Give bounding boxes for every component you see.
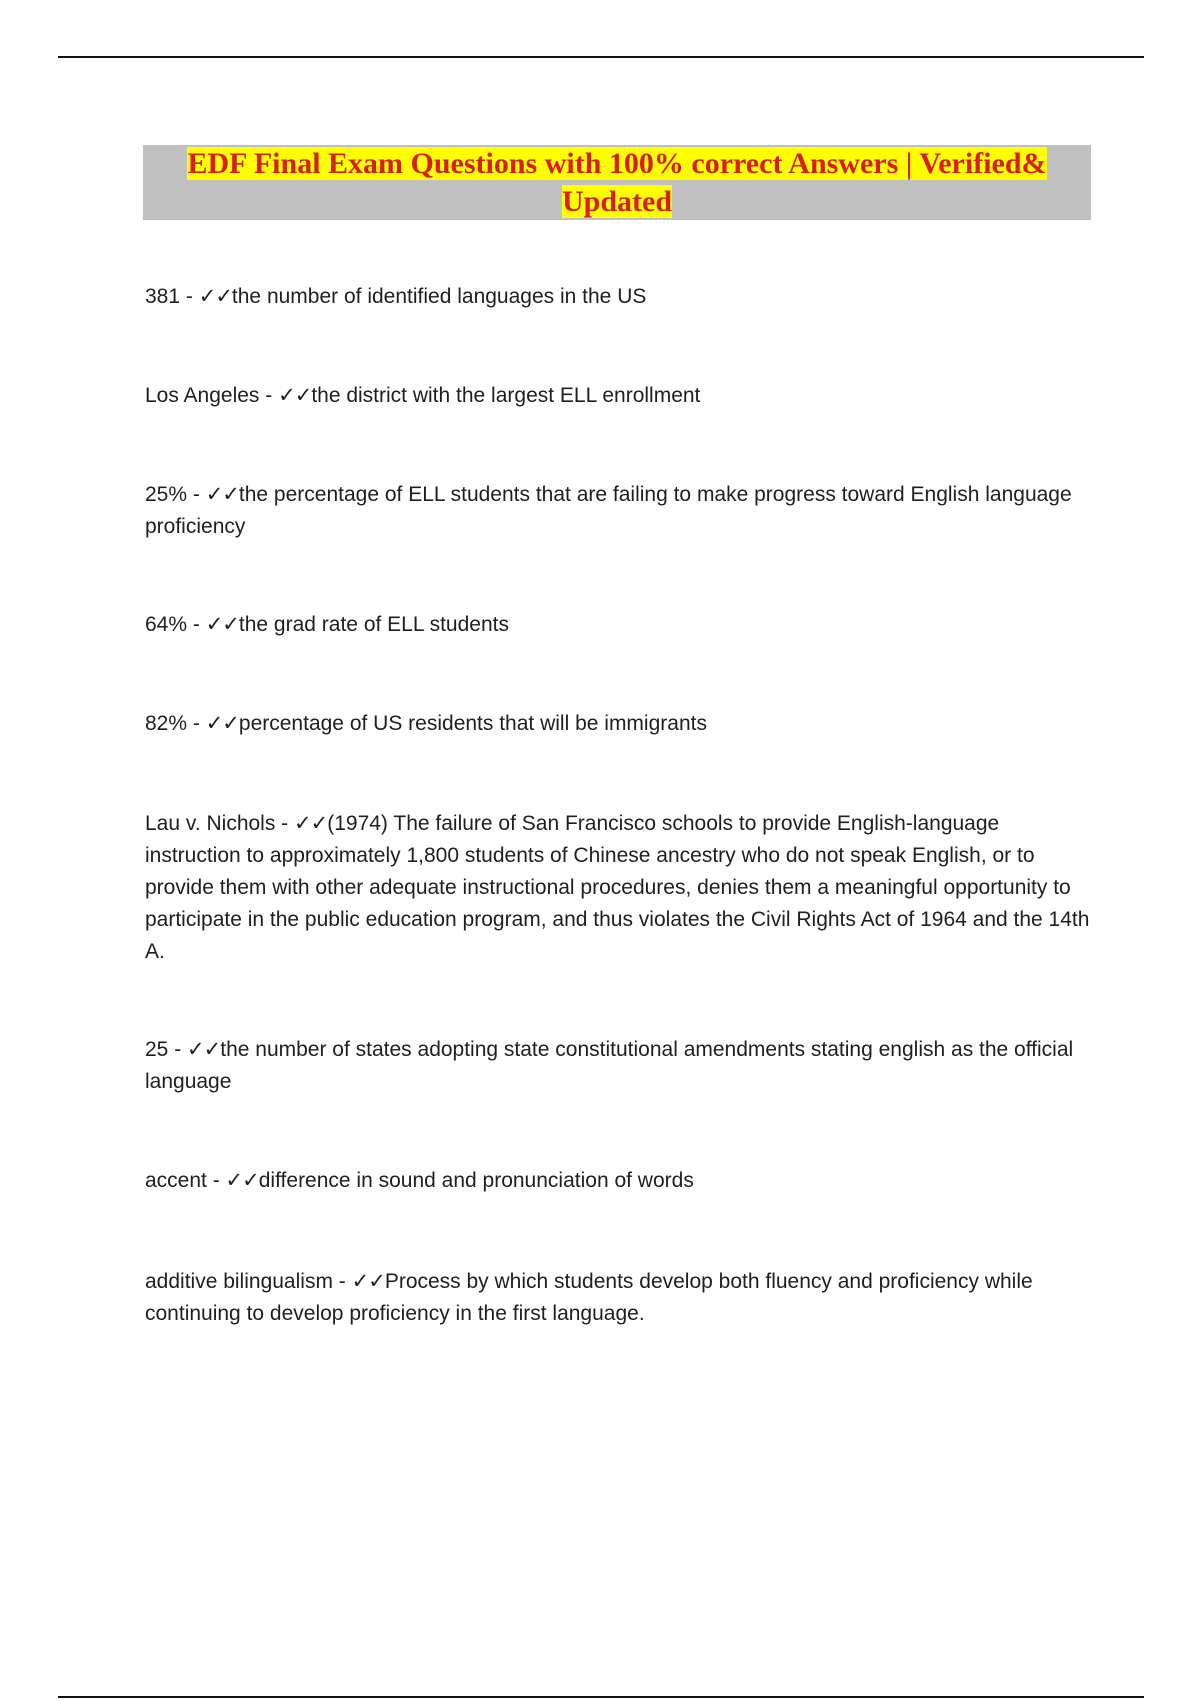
qa-definition: Process by which students develop both fluency and proficiency while continuing to develop proficiency in the first language. <box>145 1270 1033 1325</box>
qa-separator: - <box>180 285 199 308</box>
qa-definition: difference in sound and pronunciation of words <box>258 1169 694 1192</box>
qa-term: Lau v. Nichols <box>145 812 276 835</box>
double-check-icon: ✓✓ <box>205 612 239 636</box>
qa-item <box>145 1265 1095 1330</box>
qa-separator: - <box>187 613 206 636</box>
qa-item <box>145 478 1095 543</box>
qa-definition: (1974) The failure of San Francisco schools to provide English-language instruction to approximately 1,800 students of Chinese ancestry who do not speak English, or to provide them with other adequate instructional procedures, denies them a meaningful opportunity to participate in the public education program, and thus violates the Civil Rights Act of 1964 and the 14th A. <box>145 812 1090 963</box>
double-check-icon: ✓✓ <box>294 811 328 835</box>
double-check-icon: ✓✓ <box>278 383 312 407</box>
qa-term: additive bilingualism <box>145 1270 333 1293</box>
qa-definition: the number of identified languages in the US <box>231 285 647 308</box>
double-check-icon: ✓✓ <box>205 482 239 506</box>
document-title <box>143 145 1091 221</box>
document-title-text: EDF Final Exam Questions with 100% correct Answers | Verified& Updated <box>187 147 1047 218</box>
qa-item <box>145 1164 1095 1197</box>
qa-definition: the grad rate of ELL students <box>238 613 509 636</box>
qa-separator: - <box>259 384 279 407</box>
double-check-icon: ✓✓ <box>198 284 232 308</box>
qa-term: 25 <box>145 1038 169 1061</box>
qa-separator: - <box>206 1169 226 1192</box>
qa-term: Los Angeles <box>145 384 260 407</box>
qa-separator: - <box>168 1038 188 1061</box>
qa-term: 82% <box>145 712 188 735</box>
qa-term: 25% <box>145 483 188 506</box>
title-band <box>143 145 1091 220</box>
qa-separator: - <box>187 483 206 506</box>
qa-term: accent <box>145 1169 207 1192</box>
qa-item <box>145 379 1095 412</box>
qa-item <box>145 608 1095 641</box>
qa-item <box>145 1033 1095 1098</box>
qa-definition: percentage of US residents that will be immigrants <box>238 712 707 735</box>
qa-separator: - <box>187 712 206 735</box>
qa-item <box>145 707 1095 740</box>
header-rule <box>58 56 1144 58</box>
qa-separator: - <box>332 1270 352 1293</box>
footer-rule <box>58 1696 1144 1698</box>
qa-term: 64% <box>145 613 188 636</box>
qa-definition: the percentage of ELL students that are failing to make progress toward English language proficiency <box>145 483 1072 538</box>
qa-definition: the number of states adopting state constitutional amendments stating english as the official language <box>145 1038 1074 1093</box>
double-check-icon: ✓✓ <box>205 711 239 735</box>
double-check-icon: ✓✓ <box>187 1037 221 1061</box>
qa-term: 381 <box>145 285 181 308</box>
qa-item <box>145 280 1095 313</box>
qa-separator: - <box>275 812 295 835</box>
qa-definition: the district with the largest ELL enrollment <box>311 384 701 407</box>
qa-item <box>145 807 1095 968</box>
double-check-icon: ✓✓ <box>351 1269 385 1293</box>
double-check-icon: ✓✓ <box>225 1168 259 1192</box>
